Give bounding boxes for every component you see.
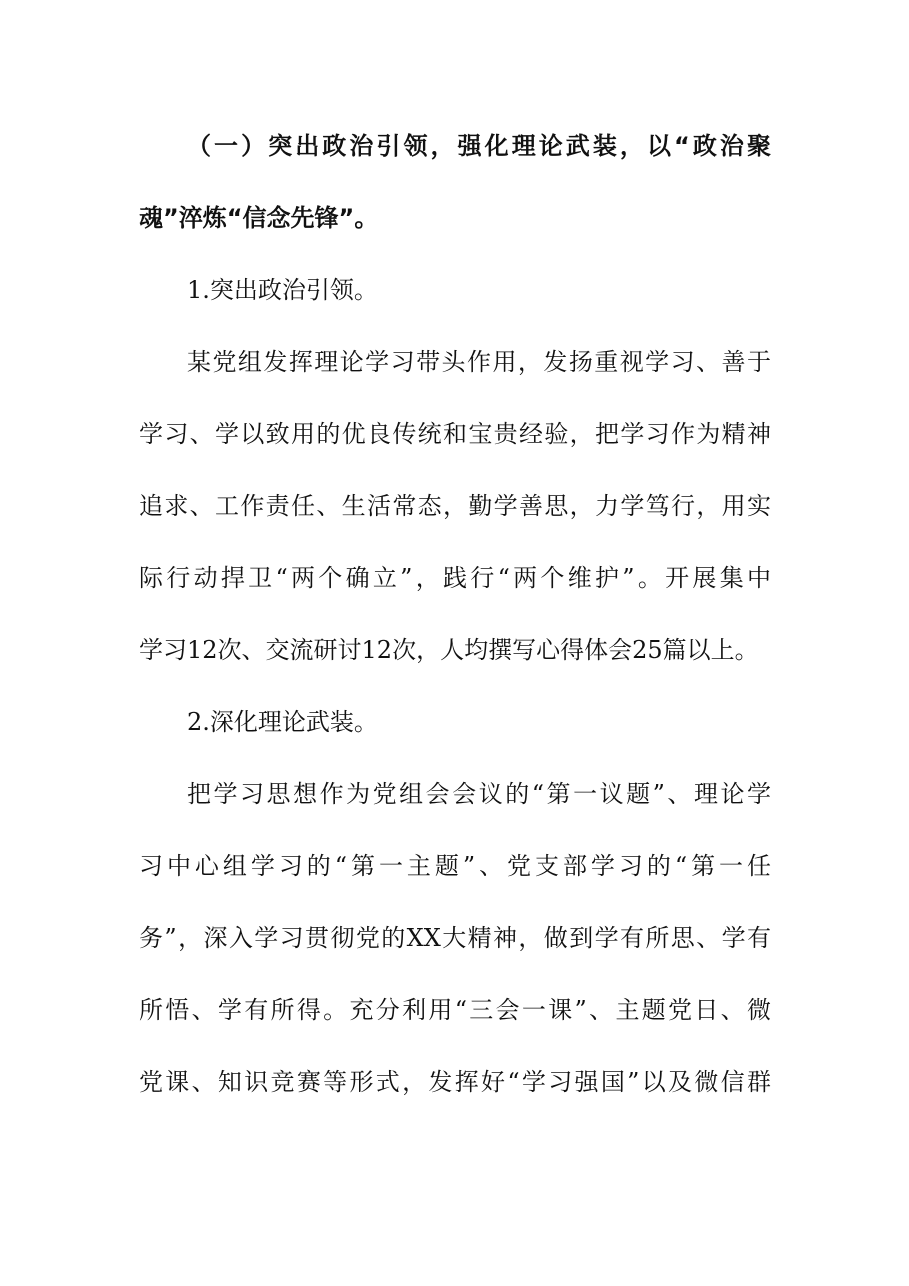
paragraph-line: 某党组发挥理论学习带头作用，发扬重视学习、善于 (187, 348, 771, 376)
section-heading-line-2: 魂”淬炼“信念先锋”。 (139, 204, 379, 232)
paragraph-line: 党课、知识竞赛等形式，发挥好“学习强国”以及微信群 (139, 1068, 771, 1096)
section-heading-line-1: （一）突出政治引领，强化理论武装，以“政治聚 (187, 132, 771, 160)
paragraph-line: 习中心组学习的“第一主题”、党支部学习的“第一任 (139, 852, 771, 880)
subsection-title-1: 1.突出政治引领。 (187, 276, 378, 304)
paragraph-line: 学习、学以致用的优良传统和宝贵经验，把学习作为精神 (139, 420, 771, 448)
paragraph-line: 所悟、学有所得。充分利用“三会一课”、主题党日、微 (139, 996, 771, 1024)
paragraph-line: 学习12次、交流研讨12次，人均撰写心得体会25篇以上。 (139, 636, 759, 664)
paragraph-line: 务”，深入学习贯彻党的XX大精神，做到学有所思、学有 (139, 924, 771, 952)
paragraph-line: 追求、工作责任、生活常态，勤学善思，力学笃行，用实 (139, 492, 771, 520)
paragraph-line: 际行动捍卫“两个确立”，践行“两个维护”。开展集中 (139, 564, 771, 592)
paragraph-line: 把学习思想作为党组会会议的“第一议题”、理论学 (187, 780, 771, 808)
subsection-title-2: 2.深化理论武装。 (187, 708, 378, 736)
